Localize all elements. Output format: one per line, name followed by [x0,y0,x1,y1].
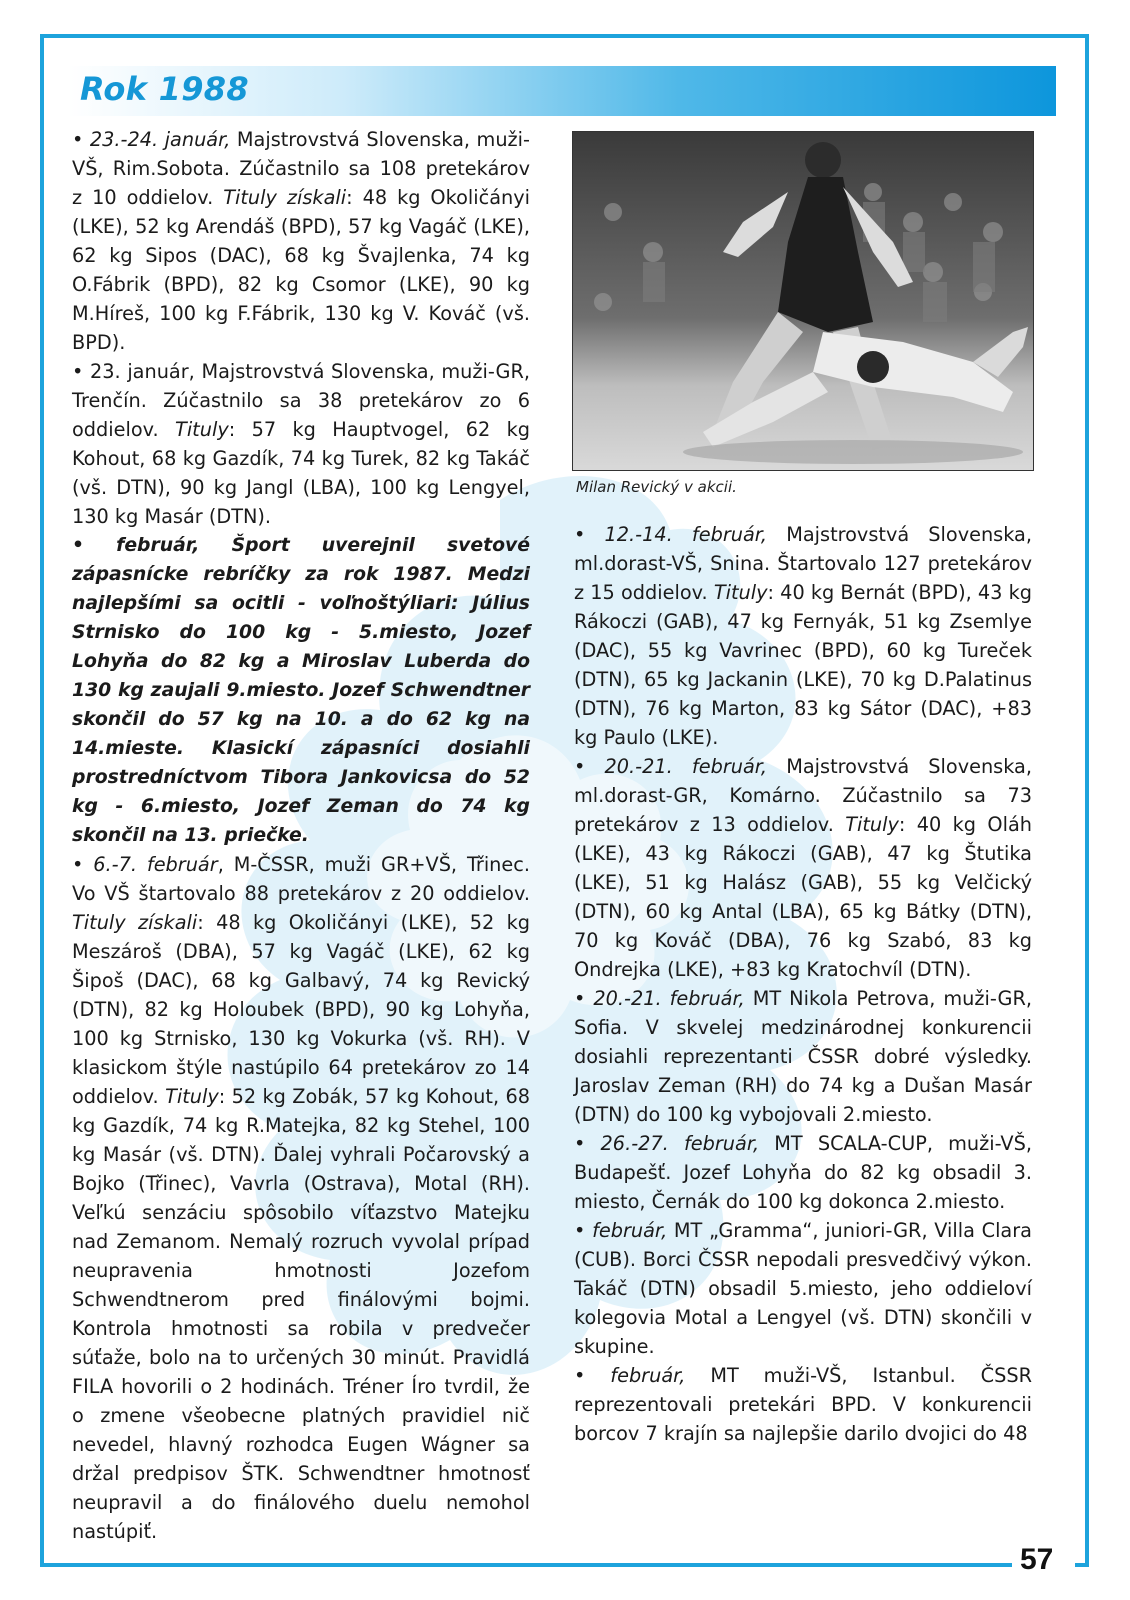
page-frame-top [40,34,1089,38]
wrestlers-illustration [573,132,1033,470]
list-item-highlight: • február, Šport uverejnil svetové zápasnícke rebríčky za rok 1987. Medzi najlepšími sa ocitli - voľnoštýliari: Július Strnisko do 100 kg - 5.miesto, Jozef Lohyňa do 82 kg a Miroslav Luberda do 130 kg zaujali 9.miesto. Jozef Schwendtner skončil do 57 kg na 10. a do 62 kg na 14.mieste. Klasickí zápasníci dosiahli prostredníctvom Tibora Jankovicsa do 52 kg - 6.miesto, Jozef Zeman do 74 kg skončil na 13. priečke. [72,535,530,846]
page-frame-left [40,34,44,1567]
wrestling-photo [572,131,1034,471]
page-title: Rok 1988 [80,70,249,108]
list-item: • 20.-21. február, MT Nikola Petrova, muži-GR, Sofia. V skvelej medzinárodnej konkurencii dosiahli reprezentanti ČSSR dobré výsledky. Jaroslav Zeman (RH) do 74 kg a Dušan Masár (DTN) do 100 kg vybojovali 2.miesto. [574,987,1032,1126]
left-column [72,125,530,1546]
right-column [574,520,1032,1448]
list-item: • február, MT muži-VŠ, Istanbul. ČSSR reprezentovali pretekári BPD. V konkurencii borcov 7 krajín sa najlepšie darilo dvojici do 48 [574,1364,1032,1445]
page-frame-bottom [40,1563,1012,1567]
list-item: • 12.-14. február, Majstrovstvá Slovenska, ml.dorast-VŠ, Snina. Štartovalo 127 pretekárov z 15 oddielov. Tituly: 40 kg Bernát (BPD), 43 kg Rákoczi (GAB), 47 kg Fernyák, 51 kg Zsemlye (DAC), 55 kg Vavrinec (BPD), 60 kg Tureček (DTN), 65 kg Jackanin (LKE), 70 kg D.Palatinus (DTN), 76 kg Marton, 83 kg Sátor (DAC), +83 kg Paulo (LKE). [574,523,1033,749]
list-item: • február, MT „Gramma“, juniori-GR, Villa Clara (CUB). Borci ČSSR nepodali presvedčivý výkon. Takáč (DTN) obsadil 5.miesto, jeho oddieloví kolegovia Motal a Lengyel (vš. DTN) skončili v skupine. [574,1219,1032,1358]
photo-caption: Milan Revický v akcii. [576,478,737,496]
list-item: • 20.-21. február, Majstrovstvá Slovenska, ml.dorast-GR, Komárno. Zúčastnilo sa 73 pretekárov z 13 oddielov. Tituly: 40 kg Oláh (LKE), 43 kg Rákoczi (GAB), 47 kg Štutika (LKE), 51 kg Halász (GAB), 55 kg Velčický (DTN), 60 kg Antal (LBA), 65 kg Bátky (DTN), 70 kg Kováč (DBA), 76 kg Szabó, 83 kg Ondrejka (LKE), +83 kg Kratochvíl (DTN). [574,755,1033,981]
page-frame-bottom-end [1075,1563,1089,1567]
page-number: 57 [1020,1543,1054,1576]
page-frame-right [1085,34,1089,1567]
list-item: • 23.-24. január, Majstrovstvá Slovenska, muži-VŠ, Rim.Sobota. Zúčastnilo sa 108 pretekárov z 10 oddielov. Tituly získali: 48 kg Okoličányi (LKE), 52 kg Arendáš (BPD), 57 kg Vagáč (LKE), 62 kg Sipos (DAC), 68 kg Švajlenka, 74 kg O.Fábrik (BPD), 82 kg Csomor (LKE), 90 kg M.Híreš, 100 kg F.Fábrik, 130 kg V. Kováč (vš. BPD). [72,128,530,354]
list-item: • 26.-27. február, MT SCALA-CUP, muži-VŠ, Budapešť. Jozef Lohyňa do 82 kg obsadil 3. miesto, Černák do 100 kg dokonca 2.miesto. [574,1132,1032,1213]
list-item: • 6.-7. február, M-ČSSR, muži GR+VŠ, Třinec. Vo VŠ štartovalo 88 pretekárov z 20 oddielov. Tituly získali: 48 kg Okoličányi (LKE), 52 kg Meszároš (DBA), 57 kg Vagáč (LKE), 62 kg Šipoš (DAC), 68 kg Galbavý, 74 kg Revický (DTN), 82 kg Holoubek (BPD), 90 kg Lohyňa, 100 kg Strnisko, 130 kg Vokurka (vš. RH). V klasickom štýle nastúpilo 64 pretekárov zo 14 oddielov. Tituly: 52 kg Zobák, 57 kg Kohout, 68 kg Gazdík, 74 kg R.Matejka, 82 kg Stehel, 100 kg Masár (vš. DTN). Ďalej vyhrali Počarovský a Bojko (Třinec), Vavrla (Ostrava), Motal (RH). Veľkú senzáciu spôsobilo víťazstvo Matejku nad Zemanom. Nemalý rozruch vyvolal prípad neupravenia hmotnosti Jozefom Schwendtnerom pred finálovými bojmi. Kontrola hmotnosti sa robila v predvečer súťaže, bolo na to určených 30 minút. Pravidlá FILA hovorili o 2 hodinách. Tréner Íro tvrdil, že o zmene všeobecne platných pravidiel nič nevedel, hlavný rozhodca Eugen Wágner sa držal predpisov ŠTK. Schwendtner hmotnosť neupravil a do finálového duelu nemohol nastúpiť. [72,853,530,1543]
list-item: • 23. január, Majstrovstvá Slovenska, muži-GR, Trenčín. Zúčastnilo sa 38 pretekárov zo 6 oddielov. Tituly: 57 kg Hauptvogel, 62 kg Kohout, 68 kg Gazdík, 74 kg Turek, 82 kg Takáč (vš. DTN), 90 kg Jangl (LBA), 100 kg Lengyel, 130 kg Masár (DTN). [72,360,530,528]
